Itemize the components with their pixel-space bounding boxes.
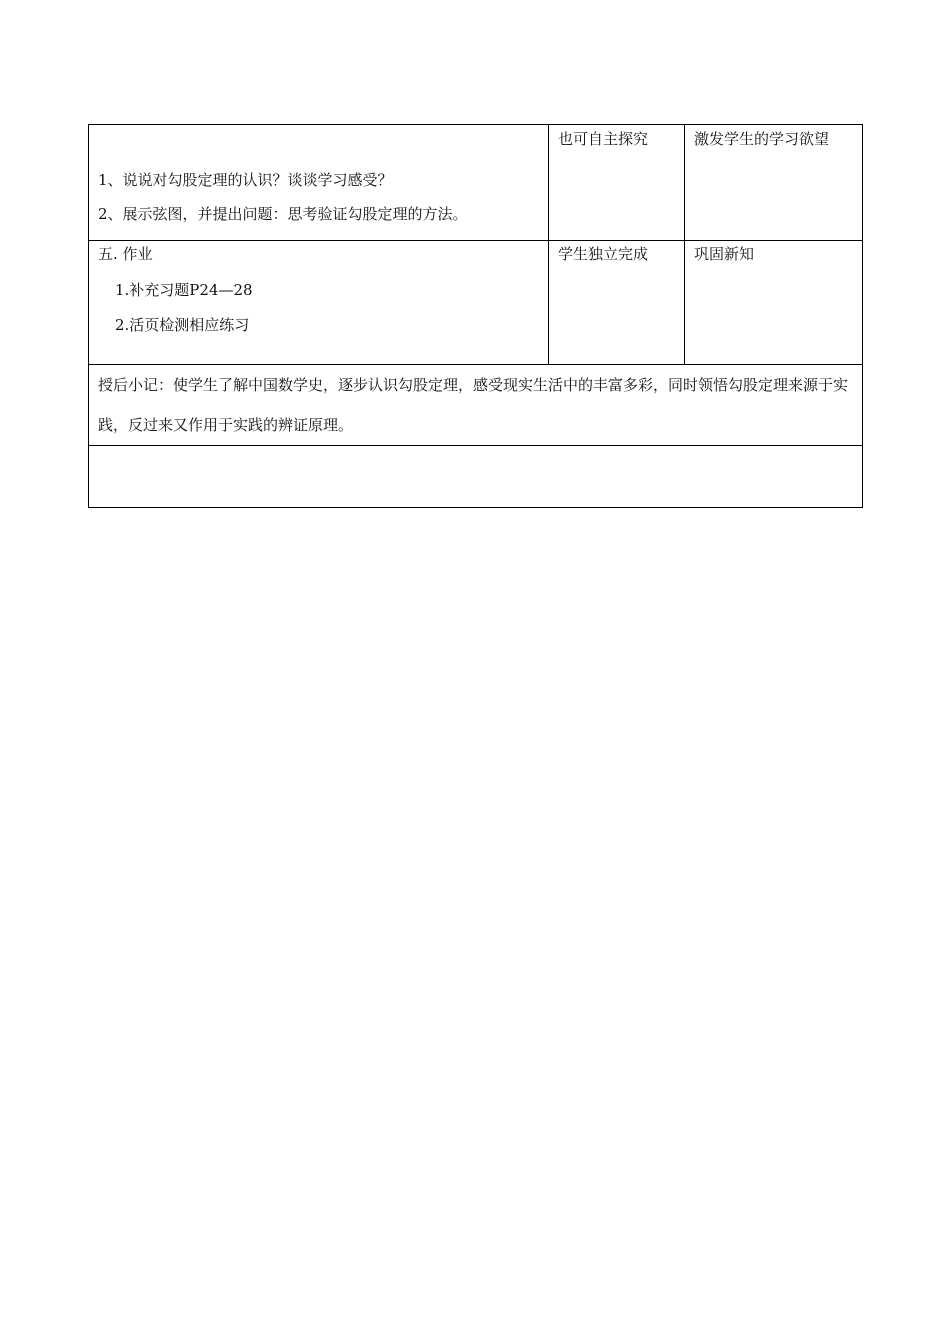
table-row bbox=[89, 365, 863, 446]
post-lesson-notes-cell bbox=[89, 365, 863, 446]
student-activity-text: 学生独立完成 bbox=[558, 245, 649, 263]
homework-item-2: 2.活页检测相应练习 bbox=[115, 316, 250, 334]
lesson-plan-table bbox=[88, 124, 863, 508]
post-lesson-notes: 授后小记：使学生了解中国数学史，逐步认识勾股定理，感受现实生活中的丰富多彩，同时领悟勾股定理来源于实践，反过来又作用于实践的辨证原理。 bbox=[98, 376, 849, 434]
content-cell bbox=[89, 125, 549, 241]
table-row bbox=[89, 446, 863, 508]
student-activity-text: 也可自主探究 bbox=[558, 130, 649, 148]
activity-cell bbox=[549, 125, 685, 241]
design-intent-text: 巩固新知 bbox=[694, 245, 755, 263]
content-cell bbox=[89, 241, 549, 365]
intent-cell bbox=[685, 241, 863, 365]
table-row bbox=[89, 241, 863, 365]
discussion-question-1: 1、说说对勾股定理的认识？谈谈学习感受？ bbox=[98, 171, 393, 189]
empty-cell bbox=[89, 446, 863, 508]
discussion-question-2: 2、展示弦图，并提出问题：思考验证勾股定理的方法。 bbox=[98, 205, 468, 223]
intent-cell bbox=[685, 125, 863, 241]
table-row bbox=[89, 125, 863, 241]
design-intent-text: 激发学生的学习欲望 bbox=[694, 130, 830, 148]
homework-heading: 五. 作业 bbox=[98, 245, 153, 263]
activity-cell bbox=[549, 241, 685, 365]
homework-item-1: 1.补充习题P24—28 bbox=[115, 281, 253, 299]
empty-cell-content bbox=[89, 446, 862, 507]
